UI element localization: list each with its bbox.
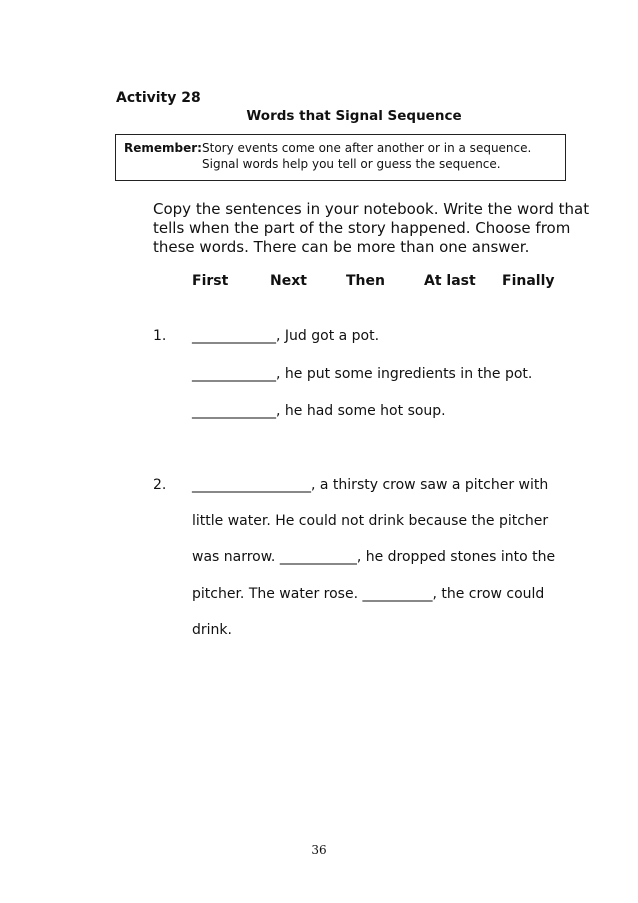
exercise-line: drink. (192, 622, 232, 638)
signal-word-next: Next (270, 273, 307, 289)
page-title: Words that Signal Sequence (246, 108, 462, 124)
instruction-line: Copy the sentences in your notebook. Write the word that (153, 200, 590, 218)
signal-word-then: Then (346, 273, 385, 289)
activity-label: Activity 28 (116, 90, 201, 106)
exercise-line: was narrow. ___________, he dropped stones into the (192, 549, 556, 565)
signal-word-at-last: At last (424, 273, 476, 289)
signal-word-finally: Finally (502, 273, 555, 289)
instruction-line: tells when the part of the story happened. Choose from (153, 219, 571, 237)
exercise-line: pitcher. The water rose. __________, the crow could (192, 586, 545, 602)
exercise-number: 2. (153, 477, 167, 493)
exercise-number: 1. (153, 328, 167, 344)
exercise-line: ____________, he put some ingredients in the pot. (192, 366, 533, 382)
page-number: 36 (311, 843, 327, 857)
exercise-line: ____________, Jud got a pot. (192, 328, 380, 344)
exercise-line: little water. He could not drink because the pitcher (192, 513, 549, 529)
exercise-line: _________________, a thirsty crow saw a pitcher with (192, 477, 549, 493)
remember-label: Remember: (124, 141, 202, 155)
instruction-line: these words. There can be more than one answer. (153, 238, 530, 256)
exercise-line: ____________, he had some hot soup. (192, 403, 446, 419)
remember-box (115, 134, 566, 181)
remember-line: Signal words help you tell or guess the sequence. (202, 157, 501, 171)
signal-word-first: First (192, 273, 229, 289)
remember-line: Story events come one after another or in a sequence. (202, 141, 532, 155)
